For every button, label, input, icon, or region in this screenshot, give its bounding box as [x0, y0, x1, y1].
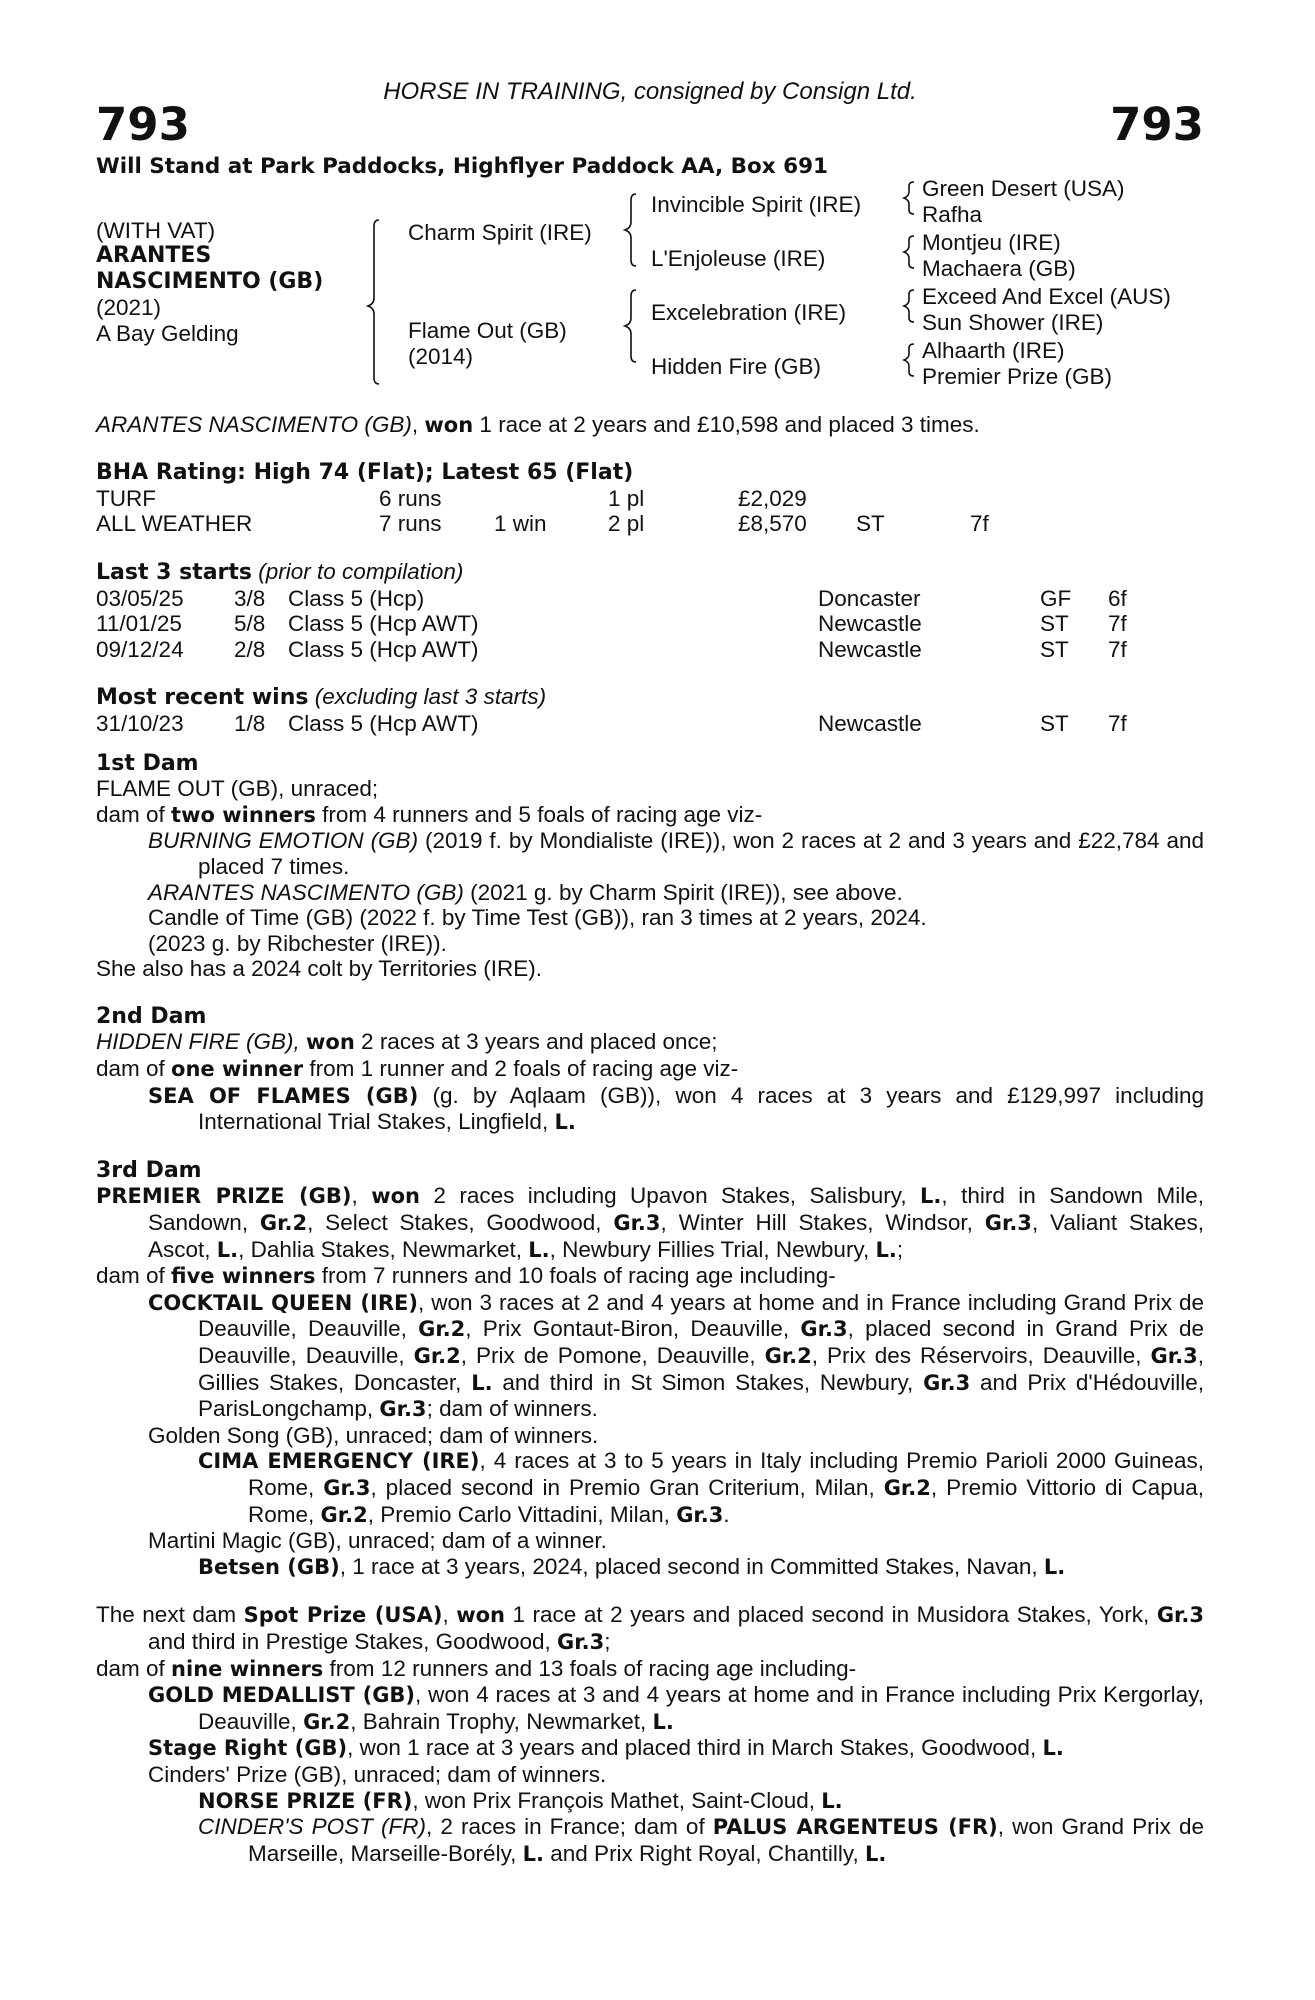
- progeny-entry: Golden Song (GB), unraced; dam of winners.: [148, 1422, 599, 1448]
- progeny-entry: (2023 g. by Ribchester (IRE)).: [148, 930, 447, 956]
- progeny-entry: Cinders' Prize (GB), unraced; dam of winners.: [148, 1761, 607, 1787]
- progeny-entry: CINDER'S POST (FR), 2 races in France; dam of PALUS ARGENTEUS (FR), won Grand Prix de Marseille, Marseille-Borély, L. and Prix Right Royal, Chantilly, L.: [198, 1814, 1205, 1866]
- progeny-entry: CIMA EMERGENCY (IRE), 4 races at 3 to 5 years in Italy including Premio Parioli 2000 Guineas, Rome, Gr.3, placed second in Premio Gran Criterium, Milan, Gr.2, Premio Vittorio di Capua, Rome, Gr.2, Premio Carlo Vittadini, Milan, Gr.3.: [198, 1448, 1205, 1527]
- sire-dam: L'Enjoleuse (IRE): [651, 245, 826, 271]
- horse-name-line2: NASCIMENTO (GB): [96, 268, 324, 294]
- next-dam-section: The next dam Spot Prize (USA), won 1 race at 2 years and placed second in Musidora Stakes, York, Gr.3 and third in Prestige Stakes, Goodwood, Gr.3; dam of nine winners from 12 runners and 13 foals of racing age including- GOLD MEDALLIST (GB), won 4 races at 3 and 4 years at home and in France including Prix Kergorlay, Deauville, Gr.2, Bahrain Trophy, Newmarket, L. Stage Right (GB), won 1 race at 3 years and placed third in March Stakes, Goodwood, L. Cinders' Prize (GB), unraced; dam of winners. NORSE PRIZE (FR), won Prix François Mathet, Saint-Cloud, L. CINDER'S POST (FR), 2 races in France; dam of PALUS ARGENTEUS (FR), won Grand Prix de Marseille, Marseille-Borély, L. and Prix Right Royal, Chantilly, L.: [96, 1602, 1205, 1866]
- vat-label: (WITH VAT): [96, 217, 216, 243]
- progeny-entry: ARANTES NASCIMENTO (GB) (2021 g. by Charm Spirit (IRE)), see above.: [148, 879, 903, 905]
- progeny-entry: Betsen (GB), 1 race at 3 years, 2024, placed second in Committed Stakes, Navan, L.: [198, 1553, 1066, 1579]
- progeny-entry: GOLD MEDALLIST (GB), won 4 races at 3 and 4 years at home and in France including Prix Kergorlay, Deauville, Gr.2, Bahrain Trophy, Newmarket, L.: [148, 1682, 1205, 1734]
- dsd: Sun Shower (IRE): [922, 309, 1104, 335]
- rating-row: TURF 6 runs 1 pl £2,029: [96, 485, 807, 511]
- progeny-entry: SEA OF FLAMES (GB) (g. by Aqlaam (GB)), won 4 races at 3 years and £129,997 including International Trial Stakes, Lingfield, L.: [148, 1082, 1204, 1135]
- horse-name-line1: ARANTES: [96, 242, 212, 268]
- win-row: 31/10/23 1/8 Class 5 (Hcp AWT) Newcastle ST 7f: [96, 710, 1127, 736]
- start-row: 09/12/24 2/8 Class 5 (Hcp AWT) Newcastle ST 7f: [96, 636, 1127, 662]
- sdd: Machaera (GB): [922, 255, 1076, 281]
- first-dam-section: 1st Dam FLAME OUT (GB), unraced; dam of two winners from 4 runners and 5 foals of racing age viz- BURNING EMOTION (GB) (2019 f. by Mondialiste (IRE)), won 2 races at 2 and 3 years and £22,784 and placed 7 times. ARANTES NASCIMENTO (GB) (2021 g. by Charm Spirit (IRE)), see above. Candle of Time (GB) (2022 f. by Time Test (GB)), ran 3 times at 2 years, 2024. (2023 g. by Ribchester (IRE)). She also has a 2024 colt by Territories (IRE).: [96, 750, 1204, 982]
- dss: Exceed And Excel (AUS): [922, 283, 1171, 309]
- ddd: Premier Prize (GB): [922, 363, 1113, 389]
- progeny-entry: Stage Right (GB), won 1 race at 3 years and placed third in March Stakes, Goodwood, L.: [148, 1735, 1064, 1761]
- dam: Flame Out (GB): [408, 317, 567, 343]
- progeny-entry: Candle of Time (GB) (2022 f. by Time Test (GB)), ran 3 times at 2 years, 2024.: [148, 905, 927, 931]
- stand-location: Will Stand at Park Paddocks, Highflyer Paddock AA, Box 691: [96, 154, 829, 179]
- sss: Green Desert (USA): [922, 175, 1125, 201]
- page-header: HORSE IN TRAINING, consigned by Consign Ltd.: [383, 78, 917, 105]
- sire: Charm Spirit (IRE): [408, 219, 592, 245]
- sire-sire: Invincible Spirit (IRE): [651, 191, 862, 217]
- horse-description: A Bay Gelding: [96, 320, 239, 346]
- last-starts-section: Last 3 starts (prior to compilation) 03/05/25 3/8 Class 5 (Hcp) Doncaster GF 6f 11/01/25 5/8 Class 5 (Hcp AWT) Newcastle ST 7f 09/12/24 2/8 Class 5 (Hcp AWT) Newcastle ST 7f: [96, 559, 1204, 662]
- dam-dam: Hidden Fire (GB): [651, 353, 822, 379]
- progeny-entry: BURNING EMOTION (GB) (2019 f. by Mondialiste (IRE)), won 2 races at 2 and 3 years and £22,784 and placed 7 times.: [148, 828, 1204, 879]
- lot-number-left: 793: [96, 98, 190, 151]
- catalogue-page: [96, 78, 1204, 1867]
- start-row: 11/01/25 5/8 Class 5 (Hcp AWT) Newcastle ST 7f: [96, 611, 1127, 637]
- sds: Montjeu (IRE): [922, 229, 1061, 255]
- pedigree-table: [96, 175, 1204, 410]
- dds: Alhaarth (IRE): [922, 337, 1065, 363]
- lot-number-right: 793: [1110, 98, 1204, 151]
- dam-year: (2014): [408, 343, 474, 369]
- race-summary: ARANTES NASCIMENTO (GB), won 1 race at 2 years and £10,598 and placed 3 times.: [96, 411, 980, 437]
- dam-sire: Excelebration (IRE): [651, 299, 847, 325]
- recent-wins-section: Most recent wins (excluding last 3 starts) 31/10/23 1/8 Class 5 (Hcp AWT) Newcastle ST 7f: [96, 684, 1204, 736]
- ssd: Rafha: [922, 201, 983, 227]
- horse-year: (2021): [96, 294, 162, 320]
- progeny-entry: Martini Magic (GB), unraced; dam of a winner.: [148, 1528, 607, 1554]
- progeny-entry: NORSE PRIZE (FR), won Prix François Mathet, Saint-Cloud, L.: [198, 1787, 843, 1813]
- start-row: 03/05/25 3/8 Class 5 (Hcp) Doncaster GF 6f: [96, 585, 1127, 611]
- rating-heading: BHA Rating: High 74 (Flat); Latest 65 (Flat): [96, 460, 634, 486]
- rating-section: [96, 460, 1204, 537]
- third-dam-section: 3rd Dam PREMIER PRIZE (GB), won 2 races including Upavon Stakes, Salisbury, L., third in Sandown Mile, Sandown, Gr.2, Select Stakes, Goodwood, Gr.3, Winter Hill Stakes, Windsor, Gr.3, Valiant Stakes, Ascot, L., Dahlia Stakes, Newmarket, L., Newbury Fillies Trial, Newbury, L.; dam of five winners from 7 runners and 10 foals of racing age including- COCKTAIL QUEEN (IRE), won 3 races at 2 and 4 years at home and in France including Grand Prix de Deauville, Deauville, Gr.2, Prix Gontaut-Biron, Deauville, Gr.3, placed second in Grand Prix de Deauville, Deauville, Gr.2, Prix de Pomone, Deauville, Gr.2, Prix des Réservoirs, Deauville, Gr.3, Gillies Stakes, Doncaster, L. and third in St Simon Stakes, Newbury, Gr.3 and Prix d'Hédouville, ParisLongchamp, Gr.3; dam of winners. Golden Song (GB), unraced; dam of winners. CIMA EMERGENCY (IRE), 4 races at 3 to 5 years in Italy including Premio Parioli 2000 Guineas, Rome, Gr.3, placed second in Premio Gran Criterium, Milan, Gr.2, Premio Vittorio di Capua, Rome, Gr.2, Premio Carlo Vittadini, Milan, Gr.3. Martini Magic (GB), unraced; dam of a winner. Betsen (GB), 1 race at 3 years, 2024, placed second in Committed Stakes, Navan, L.: [96, 1157, 1205, 1579]
- progeny-entry: COCKTAIL QUEEN (IRE), won 3 races at 2 and 4 years at home and in France including Grand Prix de Deauville, Deauville, Gr.2, Prix Gontaut-Biron, Deauville, Gr.3, placed second in Grand Prix de Deauville, Deauville, Gr.2, Prix de Pomone, Deauville, Gr.2, Prix des Réservoirs, Deauville, Gr.3, Gillies Stakes, Doncaster, L. and third in St Simon Stakes, Newbury, Gr.3 and Prix d'Hédouville, ParisLongchamp, Gr.3; dam of winners.: [148, 1289, 1205, 1422]
- second-dam-section: 2nd Dam HIDDEN FIRE (GB), won 2 races at 3 years and placed once; dam of one winner from 1 runner and 2 foals of racing age viz- SEA OF FLAMES (GB) (g. by Aqlaam (GB)), won 4 races at 3 years and £129,997 including International Trial Stakes, Lingfield, L.: [96, 1003, 1204, 1135]
- rating-row: ALL WEATHER 7 runs 1 win 2 pl £8,570 ST 7f: [96, 511, 989, 537]
- lot-number-row: [96, 100, 1204, 150]
